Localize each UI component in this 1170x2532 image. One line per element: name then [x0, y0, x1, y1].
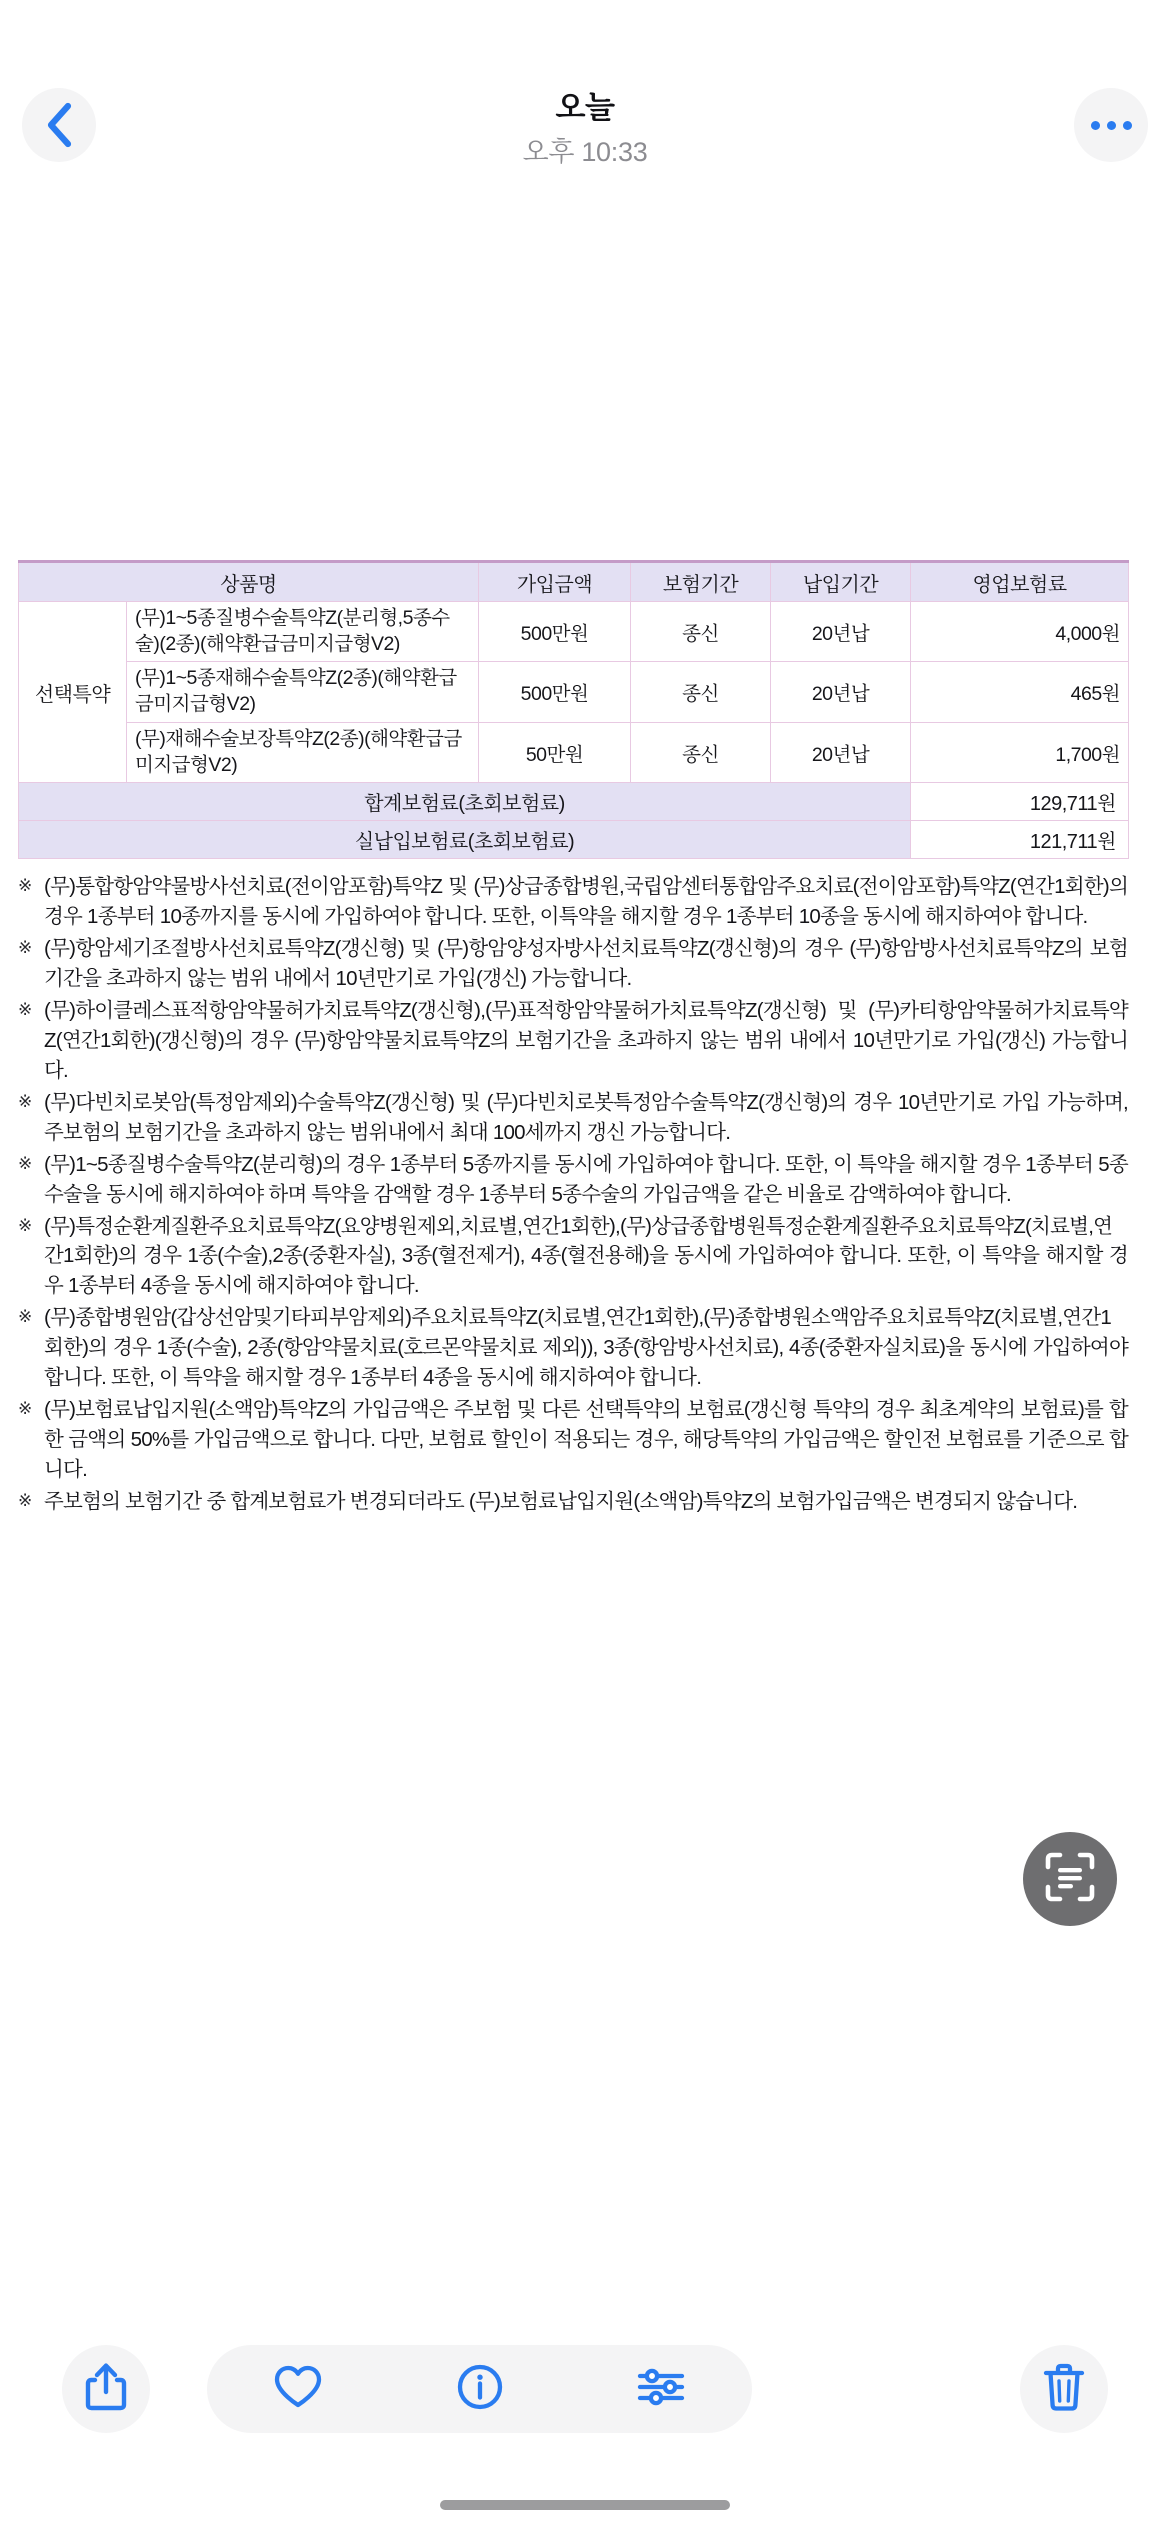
footnote-item	[18, 996, 1128, 1086]
cell-premium: 465원	[911, 662, 1129, 722]
cell-premium: 1,700원	[911, 722, 1129, 782]
footnote-text: (무)종합병원암(갑상선암및기타피부암제외)주요치료특약Z(치료별,연간1회한),(무)종합병원소액암주요치료특약Z(치료별,연간1회한)의 경우 1종(수술), 2종(항암약물치료(호르몬약물치료 제외)), 3종(항암방사선치료), 4종(중환자실치료)을 동시에 가입하여야 합니다. 또한, 이 특약을 해지할 경우 1종부터 4종을 동시에 해지하여야 합니다.	[44, 1306, 1128, 1390]
cell-premium: 4,000원	[911, 602, 1129, 662]
insurance-document	[18, 560, 1128, 1519]
cell-product-name: (무)1~5종재해수술특약Z(2종)(해약환급금미지급형V2)	[127, 662, 479, 722]
footnote-marker: ※	[18, 1091, 32, 1111]
sliders-icon	[635, 2365, 687, 2414]
summary-label-total: 합계보험료(초회보험료)	[19, 783, 911, 821]
footnote-text: (무)보험료납입지원(소액암)특약Z의 가입금액은 주보험 및 다른 선택특약의 보험료(갱신형 특약의 경우 최초계약의 보험료)를 합한 금액의 50%를 가입금액으로 합니다. 다만, 보험료 할인이 적용되는 경우, 해당특약의 가입금액은 할인전 보험료를 기준으로 합니다.	[44, 1398, 1128, 1481]
cell-product-name: (무)재해수술보장특약Z(2종)(해약환급금미지급형V2)	[127, 722, 479, 782]
more-options-button[interactable]	[1074, 88, 1148, 162]
adjust-button[interactable]	[570, 2345, 752, 2433]
footnote-text: 주보험의 보험기간 중 합계보험료가 변경되더라도 (무)보험료납입지원(소액암)특약Z의 보험가입금액은 변경되지 않습니다.	[44, 1489, 1078, 1513]
cell-product-name: (무)1~5종질병수술특약Z(분리형,5종수술)(2종)(해약환급금미지급형V2)	[127, 602, 479, 662]
heart-icon	[273, 2364, 323, 2415]
table-row	[19, 662, 1129, 722]
footnote-text: (무)통합항암약물방사선치료(전이암포함)특약Z 및 (무)상급종합병원,국립암센터통합암주요치료(전이암포함)특약Z(연간1회한)의 경우 1종부터 10종까지를 동시에 가입하여야 합니다. 또한, 이특약을 해지할 경우 1종부터 10종을 동시에 해지하여야 합니다.	[44, 875, 1128, 929]
live-text-scan-icon	[1043, 1850, 1097, 1909]
page-title: 오늘	[555, 90, 615, 125]
footnote-marker: ※	[18, 1000, 32, 1020]
table-row	[19, 722, 1129, 782]
share-button[interactable]	[62, 2345, 150, 2433]
page-subtitle-time: 오후 10:33	[522, 137, 648, 167]
footnote-marker: ※	[18, 1490, 32, 1510]
column-header-payment: 납입기간	[771, 562, 911, 602]
home-indicator	[440, 2500, 730, 2510]
footnote-text: (무)하이클레스표적항암약물허가치료특약Z(갱신형),(무)표적항암약물허가치료특약Z(갱신형) 및 (무)카티항암약물허가치료특약Z(연간1회한)(갱신형)의 경우 (무)항암약물치료특약Z의 보험기간을 초과하지 않는 범위 내에서 10년만기로 가입(갱신) 가능합니다.	[44, 999, 1128, 1082]
cell-period: 종신	[631, 722, 771, 782]
delete-button[interactable]	[1020, 2345, 1108, 2433]
cell-period: 종신	[631, 602, 771, 662]
footnote-item	[18, 1150, 1128, 1210]
footnote-marker: ※	[18, 938, 32, 958]
info-circle-icon	[456, 2363, 504, 2416]
footnote-item	[18, 1487, 1128, 1517]
row-category-label: 선택특약	[19, 602, 127, 783]
navigation-header	[0, 0, 1170, 195]
footnote-item	[18, 1395, 1128, 1485]
table-summary-row	[19, 821, 1129, 859]
ellipsis-icon	[1123, 121, 1132, 130]
footnote-marker: ※	[18, 1399, 32, 1419]
live-text-button[interactable]	[1023, 1832, 1117, 1926]
footnote-text: (무)1~5종질병수술특약Z(분리형)의 경우 1종부터 5종까지를 동시에 가입하여야 합니다. 또한, 이 특약을 해지할 경우 1종부터 5종수술을 동시에 해지하여야 하며 특약을 감액할 경우 1종부터 5종수술의 가입금액을 같은 비율로 감액하여야 합니다.	[44, 1152, 1128, 1206]
cell-amount: 50만원	[479, 722, 631, 782]
table-body	[19, 602, 1129, 859]
summary-value-actual: 121,711원	[911, 821, 1129, 859]
column-header-product: 상품명	[19, 562, 479, 602]
ellipsis-icon	[1107, 121, 1116, 130]
footnote-marker: ※	[18, 1307, 32, 1327]
cell-payment: 20년납	[771, 662, 911, 722]
bottom-toolbar	[0, 2305, 1170, 2532]
footnote-marker: ※	[18, 1215, 32, 1235]
footnote-text: (무)특정순환계질환주요치료특약Z(요양병원제외,치료별,연간1회한),(무)상급종합병원특정순환계질환주요치료특약Z(치료별,연간1회한)의 경우 1종(수술),2종(중환자실), 3종(혈전제거), 4종(혈전용해)을 동시에 가입하여야 합니다. 또한, 이 특약을 해지할 경우 1종부터 4종을 동시에 해지하여야 합니다.	[44, 1214, 1128, 1298]
ellipsis-icon	[1091, 121, 1100, 130]
share-icon	[84, 2362, 128, 2417]
summary-value-total: 129,711원	[911, 783, 1129, 821]
info-button[interactable]	[389, 2345, 571, 2433]
photo-content[interactable]	[0, 195, 1170, 2305]
footnotes-list	[18, 872, 1128, 1516]
table-header	[19, 562, 1129, 602]
footnote-item	[18, 934, 1128, 994]
table-summary-row	[19, 783, 1129, 821]
column-header-premium: 영업보험료	[911, 562, 1129, 602]
footnote-marker: ※	[18, 1153, 32, 1173]
footnote-item	[18, 1088, 1128, 1148]
table-row	[19, 602, 1129, 662]
footnote-item	[18, 1303, 1128, 1393]
column-header-amount: 가입금액	[479, 562, 631, 602]
summary-label-actual: 실납입보험료(초회보험료)	[19, 821, 911, 859]
toolbar-action-group	[207, 2345, 752, 2433]
cell-amount: 500만원	[479, 602, 631, 662]
footnote-marker: ※	[18, 876, 32, 896]
table-header-row	[19, 562, 1129, 602]
cell-period: 종신	[631, 662, 771, 722]
cell-payment: 20년납	[771, 602, 911, 662]
favorite-button[interactable]	[207, 2345, 389, 2433]
footnote-text: (무)항암세기조절방사선치료특약Z(갱신형) 및 (무)항암양성자방사선치료특약Z(갱신형)의 경우 (무)항암방사선치료특약Z의 보험기간을 초과하지 않는 범위 내에서 10년만기로 가입(갱신) 가능합니다.	[44, 937, 1128, 991]
column-header-period: 보험기간	[631, 562, 771, 602]
trash-icon	[1042, 2362, 1086, 2417]
header-title-block	[0, 88, 1170, 169]
footnote-text: (무)다빈치로봇암(특정암제외)수술특약Z(갱신형) 및 (무)다빈치로봇특정암수술특약Z(갱신형)의 경우 10년만기로 가입 가능하며, 주보험의 보험기간을 초과하지 않는 범위내에서 최대 100세까지 갱신 가능합니다.	[44, 1090, 1128, 1144]
insurance-premium-table	[18, 560, 1129, 859]
footnote-item	[18, 1212, 1128, 1302]
cell-amount: 500만원	[479, 662, 631, 722]
cell-payment: 20년납	[771, 722, 911, 782]
footnote-item	[18, 872, 1128, 932]
